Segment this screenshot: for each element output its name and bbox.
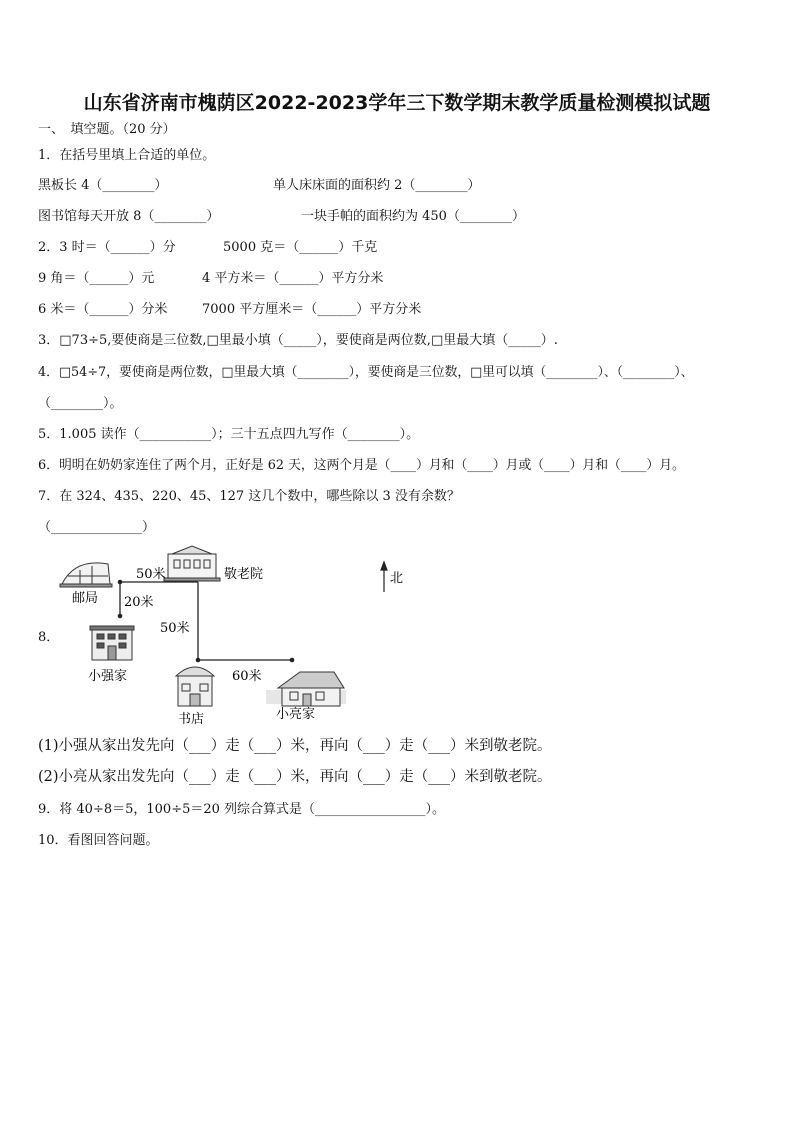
- distance-label-3: 50米: [160, 621, 190, 636]
- label-nursing-home: 敬老院: [224, 567, 264, 582]
- question-7-line1: 7．在 324、435、220、45、127 这几个数中，哪些除以 3 没有余数？: [38, 489, 460, 504]
- question-3: 3．□73÷5,要使商是三位数,□里最小填（_____），要使商是两位数,□里最大填（_____）.: [38, 333, 558, 348]
- bookstore-icon: [176, 667, 214, 706]
- question-8-sub2: (2)小亮从家出发先向（___）走（___）米，再向（___）走（___）米到敬老院。: [38, 769, 552, 785]
- route-points: [118, 580, 295, 663]
- question-5: 5．1.005 读作（___________）；三十五点四九写作（________）。: [38, 427, 420, 442]
- route-lines: [120, 582, 292, 660]
- post-office-icon: [60, 563, 112, 587]
- question-2-row1-a: 2．3 时＝（______）分: [38, 240, 176, 255]
- nursing-home-icon: [164, 546, 220, 581]
- label-bookstore: 书店: [178, 712, 205, 727]
- question-4-line2: （________）。: [38, 396, 123, 411]
- question-8-number: 8．: [38, 630, 60, 645]
- xiaoliang-home-icon: [266, 672, 346, 706]
- page-title: 山东省济南市槐荫区2022-2023学年三下数学期末教学质量检测模拟试题: [83, 92, 711, 114]
- route-map: [0, 540, 794, 730]
- question-1-item-d: 一块手帕的面积约为 450（________）: [301, 209, 525, 224]
- question-1-stem: 1．在括号里填上合适的单位。: [38, 148, 216, 163]
- question-10: 10．看图回答问题。: [38, 833, 159, 848]
- distance-label-2: 20米: [124, 595, 154, 610]
- question-2-row3-b: 7000 平方厘米＝（______）平方分米: [202, 302, 422, 317]
- question-1-item-c: 图书馆每天开放 8（________）: [38, 209, 220, 224]
- section-heading: 一、 填空题。（20 分）: [38, 122, 176, 137]
- question-2-row2-b: 4 平方米＝（______）平方分米: [202, 271, 384, 286]
- question-4-line1: 4．□54÷7，要使商是两位数，□里最大填（________），要使商是三位数，□里可以填（________）、（________）、: [38, 365, 694, 380]
- question-7-line2: （______________）: [38, 520, 156, 535]
- question-2-row2-a: 9 角＝（______）元: [38, 271, 155, 286]
- distance-label-1: 50米: [136, 567, 166, 582]
- north-arrow-icon: [381, 562, 387, 592]
- question-6: 6．明明在奶奶家连住了两个月，正好是 62 天，这两个月是（____）月和（____）月或（____）月和（____）月。: [38, 458, 685, 473]
- distance-label-4: 60米: [232, 669, 262, 684]
- question-1-item-b: 单人床床面的面积约 2（________）: [273, 178, 481, 193]
- question-2-row1-b: 5000 克＝（______）千克: [223, 240, 378, 255]
- label-xiaoqiang-home: 小强家: [88, 669, 128, 684]
- question-1-item-a: 黑板长 4（________）: [38, 178, 168, 193]
- label-xiaoliang-home: 小亮家: [276, 707, 316, 722]
- xiaoqiang-home-icon: [90, 626, 134, 660]
- label-north: 北: [390, 571, 404, 586]
- question-2-row3-a: 6 米＝（______）分米: [38, 302, 168, 317]
- label-post-office: 邮局: [72, 591, 99, 606]
- question-9: 9．将 40÷8＝5，100÷5＝20 列综合算式是（_________________）。: [38, 802, 446, 817]
- question-8-sub1: (1)小强从家出发先向（___）走（___）米，再向（___）走（___）米到敬老院。: [38, 738, 552, 754]
